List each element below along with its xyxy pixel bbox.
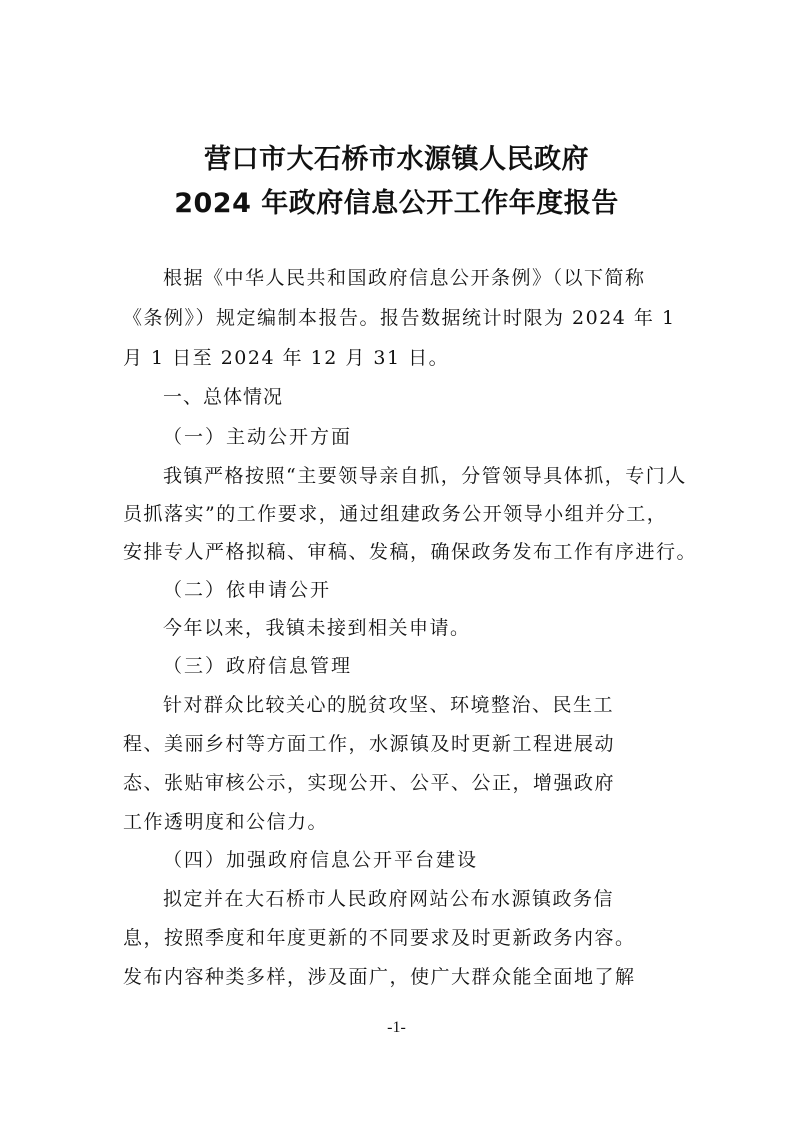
intro-line-1: 根据《中华人民共和国政府信息公开条例》（以下简称: [163, 267, 646, 289]
intro-line-2: 《条例》）规定编制本报告。报告数据统计时限为 2024 年 1: [123, 307, 676, 329]
paragraph-line: 员抓落实”的工作要求，通过组建政务公开领导小组并分工，: [123, 503, 668, 525]
page-number: -1-: [387, 1019, 406, 1036]
subsection-heading-application: （二）依申请公开: [163, 579, 332, 601]
paragraph-line: 针对群众比较关心的脱贫攻坚、环境整治、民生工: [163, 694, 615, 716]
paragraph-line: 发布内容种类多样，涉及面广，使广大群众能全面地了解: [123, 966, 636, 988]
paragraph-line: 安排专人严格拟稿、审稿、发稿，确保政务发布工作有序进行。: [123, 541, 698, 563]
paragraph-line: 工作透明度和公信力。: [123, 811, 329, 833]
section-heading-overview: 一、总体情况: [163, 386, 284, 408]
paragraph-line: 我镇严格按照“主要领导亲自抓，分管领导具体抓，专门人: [163, 465, 687, 487]
subsection-heading-proactive: （一）主动公开方面: [163, 426, 353, 448]
document-title-line2: 2024 年政府信息公开工作年度报告: [174, 188, 619, 219]
document-title-line1: 营口市大石桥市水源镇人民政府: [204, 144, 589, 175]
paragraph-line: 程、美丽乡村等方面工作，水源镇及时更新工程进展动: [123, 733, 616, 755]
paragraph-line: 息，按照季度和年度更新的不同要求及时更新政务内容。: [123, 927, 636, 949]
subsection-heading-management: （三）政府信息管理: [163, 655, 353, 677]
paragraph-line: 今年以来，我镇未接到相关申请。: [163, 617, 471, 639]
subsection-heading-platform: （四）加强政府信息公开平台建设: [163, 849, 479, 871]
paragraph-line: 拟定并在大石桥市人民政府网站公布水源镇政务信: [163, 888, 615, 910]
intro-line-3: 月 1 日至 2024 年 12 月 31 日。: [123, 347, 450, 369]
paragraph-line: 态、张贴审核公示，实现公开、公平、公正，增强政府: [123, 772, 616, 794]
